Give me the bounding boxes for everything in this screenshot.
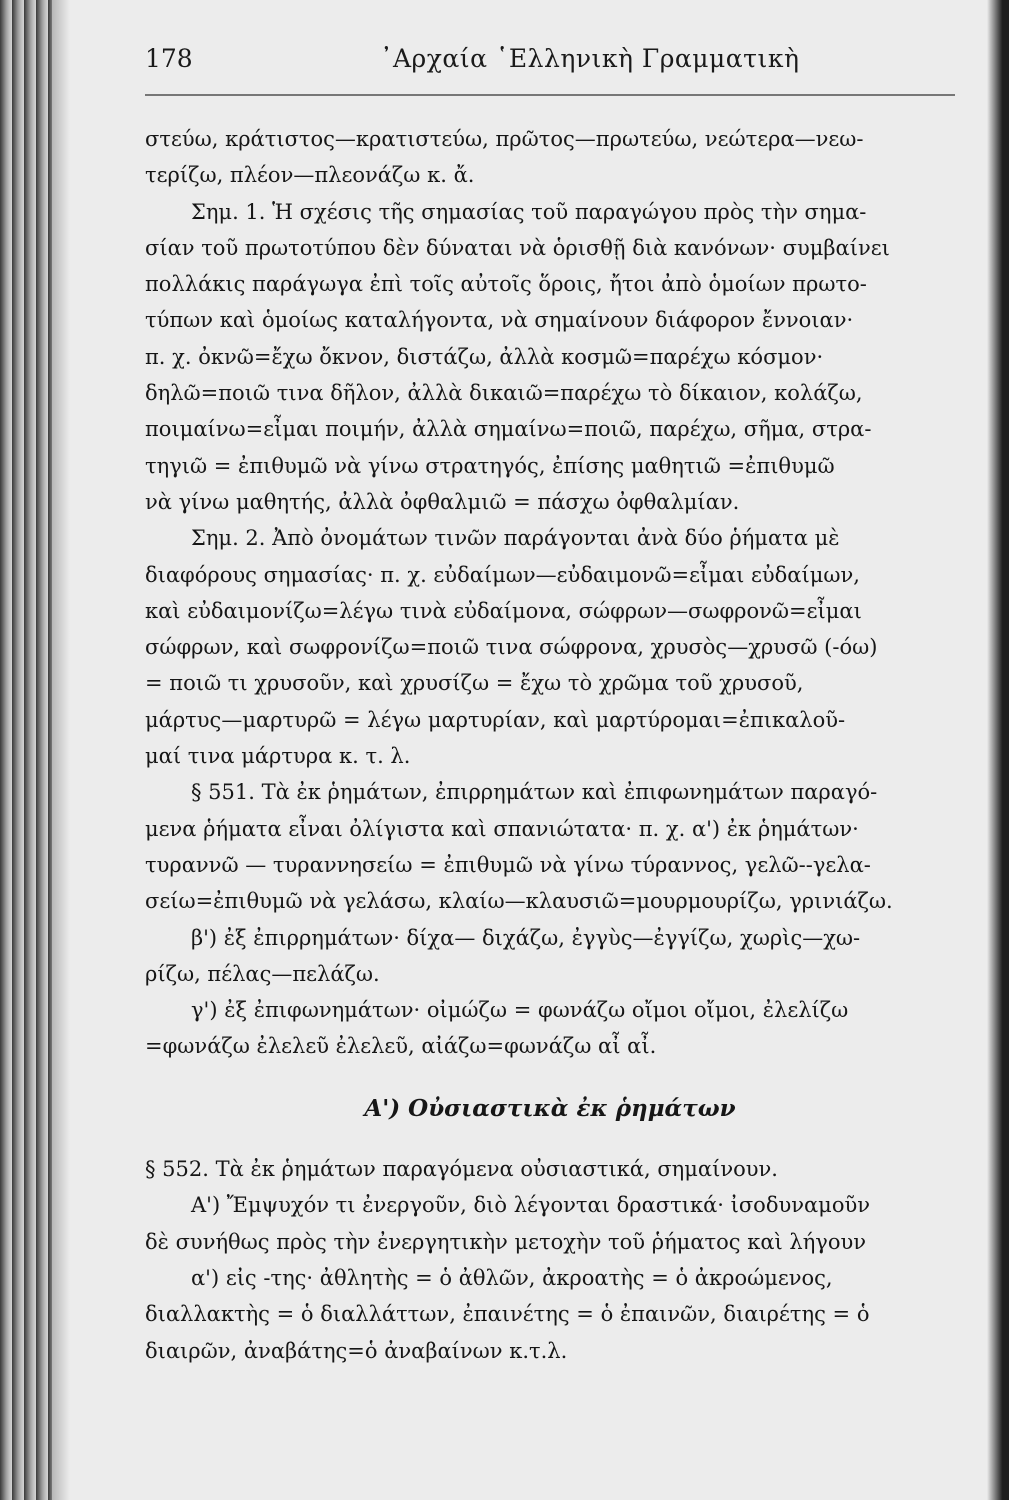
page-number: 178 — [145, 44, 193, 73]
text-line: γ') ἐξ ἐπιφωνημάτων· οἰμώζω = φωνάζω οἴμοι οἴμοι, ἐλελίζω — [191, 998, 849, 1023]
text-line: δὲ συνήθως πρὸς τὴν ἐνεργητικὴν μετοχὴν τοῦ ῥήματος καὶ λήγουν — [145, 1229, 867, 1254]
text-line: στεύω, κράτιστος—κρατιστεύω, πρῶτος—πρωτεύω, νεώτερα—νεω- — [145, 127, 864, 151]
text-line: τερίζω, πλέον—πλεονάζω κ. ἄ. — [145, 163, 475, 188]
text-line: α') εἰς -της· ἀθλητὴς = ὁ ἀθλῶν, ἀκροατὴς = ὁ ἀκροώμενος, — [191, 1265, 833, 1290]
text-line: = ποιῶ τι χρυσοῦν, καὶ χρυσίζω = ἔχω τὸ χρῶμα τοῦ χρυσοῦ, — [145, 671, 804, 696]
page-header — [145, 40, 955, 84]
book-binding-edge — [0, 0, 52, 1500]
text-line: π. χ. ὀκνῶ=ἔχω ὄκνον, διστάζω, ἀλλὰ κοσμῶ=παρέχω κόσμον· — [145, 344, 824, 369]
text-line: τυραννῶ — τυραννησείω = ἐπιθυμῶ νὰ γίνω τύραννος, γελῶ--γελα- — [145, 852, 871, 877]
body-text — [145, 121, 955, 1369]
section-551-line: § 551. Τὰ ἐκ ῥημάτων, ἐπιρρημάτων καὶ ἐπιφωνημάτων παραγό- — [191, 780, 878, 805]
running-title: ᾿Αρχαία ῾Ελληνικὴ Γραμματικὴ — [380, 44, 800, 73]
note-1-line: Σημ. 1. Ἡ σχέσις τῆς σημασίας τοῦ παραγώγου πρὸς τὴν σημα- — [191, 199, 867, 224]
text-line: Α') Ἔμψυχόν τι ἐνεργοῦν, διὸ λέγονται δραστικά· ἰσοδυναμοῦν — [191, 1193, 870, 1218]
page-edge-shadow — [987, 0, 1009, 1500]
text-line: =φωνάζω ἐλελεῦ ἐλελεῦ, αἰάζω=φωνάζω αἶ αἶ. — [145, 1034, 657, 1059]
text-line: μενα ῥήματα εἶναι ὀλίγιστα καὶ σπανιώτατα· π. χ. α') ἐκ ῥημάτων· — [145, 816, 859, 841]
text-line: σίαν τοῦ πρωτοτύπου δὲν δύναται νὰ ὁρισθῇ διὰ κανόνων· συμβαίνει — [145, 235, 890, 260]
text-line: νὰ γίνω μαθητής, ἀλλὰ ὀφθαλμιῶ = πάσχω ὀφθαλμίαν. — [145, 489, 740, 514]
section-552-line: § 552. Τὰ ἐκ ῥημάτων παραγόμενα οὐσιαστικά, σημαίνουν. — [145, 1157, 778, 1182]
text-line: δηλῶ=ποιῶ τινα δῆλον, ἀλλὰ δικαιῶ=παρέχω τὸ δίκαιον, κολάζω, — [145, 381, 863, 406]
text-line: μάρτυς—μαρτυρῶ = λέγω μαρτυρίαν, καὶ μαρτύρομαι=ἐπικαλοῦ- — [145, 707, 846, 732]
header-rule — [145, 94, 955, 96]
text-line: καὶ εὐδαιμονίζω=λέγω τινὰ εὐδαίμονα, σώφρων—σωφρονῶ=εἶμαι — [145, 598, 862, 623]
text-line: διαφόρους σημασίας· π. χ. εὐδαίμων—εὐδαιμονῶ=εἶμαι εὐδαίμων, — [145, 562, 860, 587]
section-heading: Α') Οὐσιαστικὰ ἐκ ῥημάτων — [364, 1094, 736, 1122]
text-line: σώφρων, καὶ σωφρονίζω=ποιῶ τινα σώφρονα, χρυσὸς—χρυσῶ (-όω) — [145, 635, 878, 660]
text-line: διαιρῶν, ἀναβάτης=ὁ ἀναβαίνων κ.τ.λ. — [145, 1338, 568, 1363]
text-line: πολλάκις παράγωγα ἐπὶ τοῖς αὐτοῖς ὅροις, ἤτοι ἀπὸ ὁμοίων πρωτο- — [145, 272, 867, 297]
text-line: τύπων καὶ ὁμοίως καταλήγοντα, νὰ σημαίνουν διάφορον ἔννοιαν· — [145, 308, 854, 333]
note-2-line: Σημ. 2. Ἀπὸ ὀνομάτων τινῶν παράγονται ἀνὰ δύο ῥήματα μὲ — [191, 526, 840, 551]
text-line: σείω=ἐπιθυμῶ νὰ γελάσω, κλαίω—κλαυσιῶ=μουρμουρίζω, γρινιάζω. — [145, 889, 893, 914]
text-line: τηγιῶ = ἐπιθυμῶ νὰ γίνω στρατηγός, ἐπίσης μαθητιῶ =ἐπιθυμῶ — [145, 453, 835, 478]
text-line: διαλλακτὴς = ὁ διαλλάττων, ἐπαινέτης = ὁ ἐπαινῶν, διαιρέτης = ὁ — [145, 1302, 870, 1327]
text-line: μαί τινα μάρτυρα κ. τ. λ. — [145, 744, 411, 769]
text-line: β') ἐξ ἐπιρρημάτων· δίχα— διχάζω, ἐγγὺς—ἐγγίζω, χωρὶς—χω- — [191, 925, 861, 950]
text-line: ρίζω, πέλας—πελάζω. — [145, 961, 380, 986]
text-line: ποιμαίνω=εἶμαι ποιμήν, ἀλλὰ σημαίνω=ποιῶ, παρέχω, σῆμα, στρα- — [145, 417, 872, 442]
